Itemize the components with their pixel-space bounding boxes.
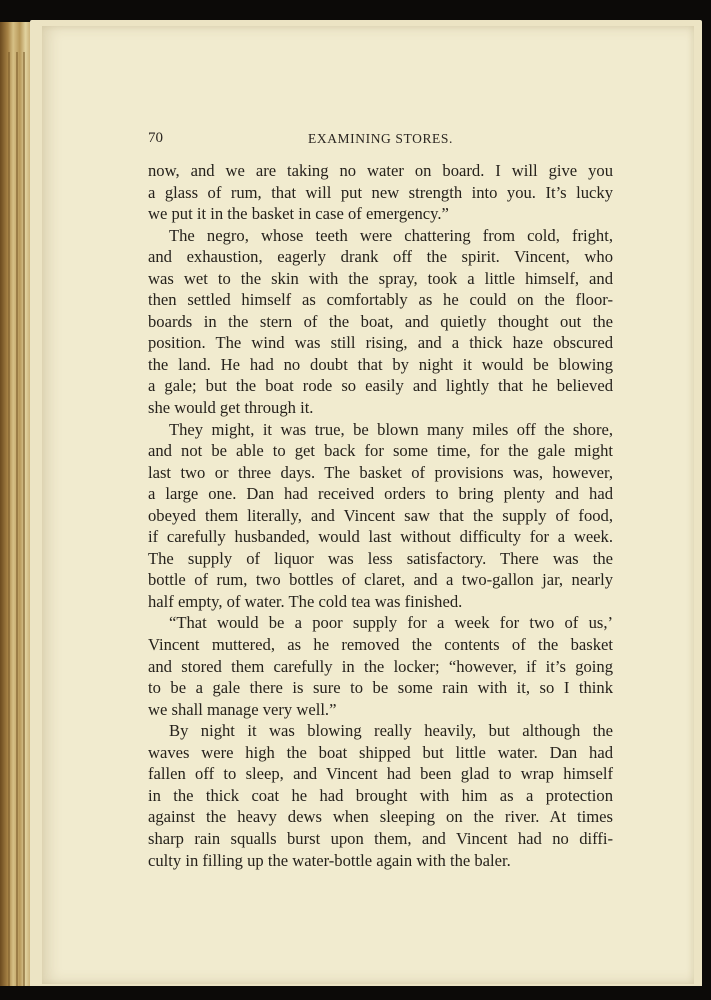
text-line: a glass of rum, that will put new strength into you. It’s lucky bbox=[148, 182, 613, 202]
text-line: The supply of liquor was less satisfactory. There was the bbox=[148, 548, 613, 568]
text-line: culty in filling up the water-bottle again with the baler. bbox=[148, 850, 511, 870]
text-line: was wet to the skin with the spray, took a little himself, and bbox=[148, 268, 613, 288]
text-line: and stored them carefully in the locker; “however, if it’s going bbox=[148, 656, 613, 676]
text-line: bottle of rum, two bottles of claret, and a two-gallon jar, nearly bbox=[148, 570, 613, 590]
text-line: now, and we are taking no water on board. I will give you bbox=[148, 161, 613, 180]
body-text bbox=[148, 160, 613, 871]
text-line: if carefully husbanded, would last without difficulty for a week. bbox=[148, 527, 613, 547]
text-line: By night it was blowing really heavily, but although the bbox=[169, 721, 613, 741]
text-line: position. The wind was still rising, and a thick haze obscured bbox=[148, 333, 613, 353]
text-line: we put it in the basket in case of emergency.” bbox=[148, 204, 449, 224]
text-line: Vincent muttered, as he removed the contents of the basket bbox=[148, 635, 613, 655]
text-line: we shall manage very well.” bbox=[148, 699, 337, 719]
page-edge-line bbox=[23, 52, 25, 1000]
text-line: boards in the stern of the boat, and quietly thought out the bbox=[148, 311, 613, 331]
running-header bbox=[148, 130, 613, 150]
text-line: a gale; but the boat rode so easily and lightly that he believed bbox=[148, 376, 613, 396]
text-line: waves were high the boat shipped but little water. Dan had bbox=[148, 742, 613, 762]
text-line: The negro, whose teeth were chattering from cold, fright, bbox=[169, 225, 613, 245]
bottom-shadow bbox=[0, 986, 711, 1000]
text-line: and exhaustion, eagerly drank off the spirit. Vincent, who bbox=[148, 247, 613, 267]
text-line: in the thick coat he had brought with him as a protection bbox=[148, 785, 613, 805]
text-line: fallen off to sleep, and Vincent had been glad to wrap himself bbox=[148, 764, 613, 784]
text-line: “That would be a poor supply for a week for two of us,’ bbox=[169, 613, 613, 633]
text-line: she would get through it. bbox=[148, 398, 314, 418]
text-line: against the heavy dews when sleeping on the river. At times bbox=[148, 807, 613, 827]
text-line: then settled himself as comfortably as he could on the floor- bbox=[148, 290, 613, 310]
text-line: a large one. Dan had received orders to bring plenty and had bbox=[148, 484, 613, 504]
text-line: to be a gale there is sure to be some rain with it, so I think bbox=[148, 678, 613, 698]
text-line: They might, it was true, be blown many miles off the shore, bbox=[169, 419, 613, 439]
page-edge-line bbox=[16, 52, 18, 1000]
text-line: the land. He had no doubt that by night it would be blowing bbox=[148, 354, 613, 374]
text-line: and not be able to get back for some time, for the gale might bbox=[148, 441, 613, 461]
page-number: 70 bbox=[148, 130, 163, 146]
text-line: sharp rain squalls burst upon them, and Vincent had no diffi- bbox=[148, 828, 613, 848]
text-line: last two or three days. The basket of provisions was, however, bbox=[148, 462, 613, 482]
page-edge-line bbox=[8, 52, 10, 1000]
text-line: obeyed them literally, and Vincent saw that the supply of food, bbox=[148, 505, 613, 525]
running-title: EXAMINING STORES. bbox=[308, 131, 453, 146]
text-line: half empty, of water. The cold tea was finished. bbox=[148, 591, 463, 611]
